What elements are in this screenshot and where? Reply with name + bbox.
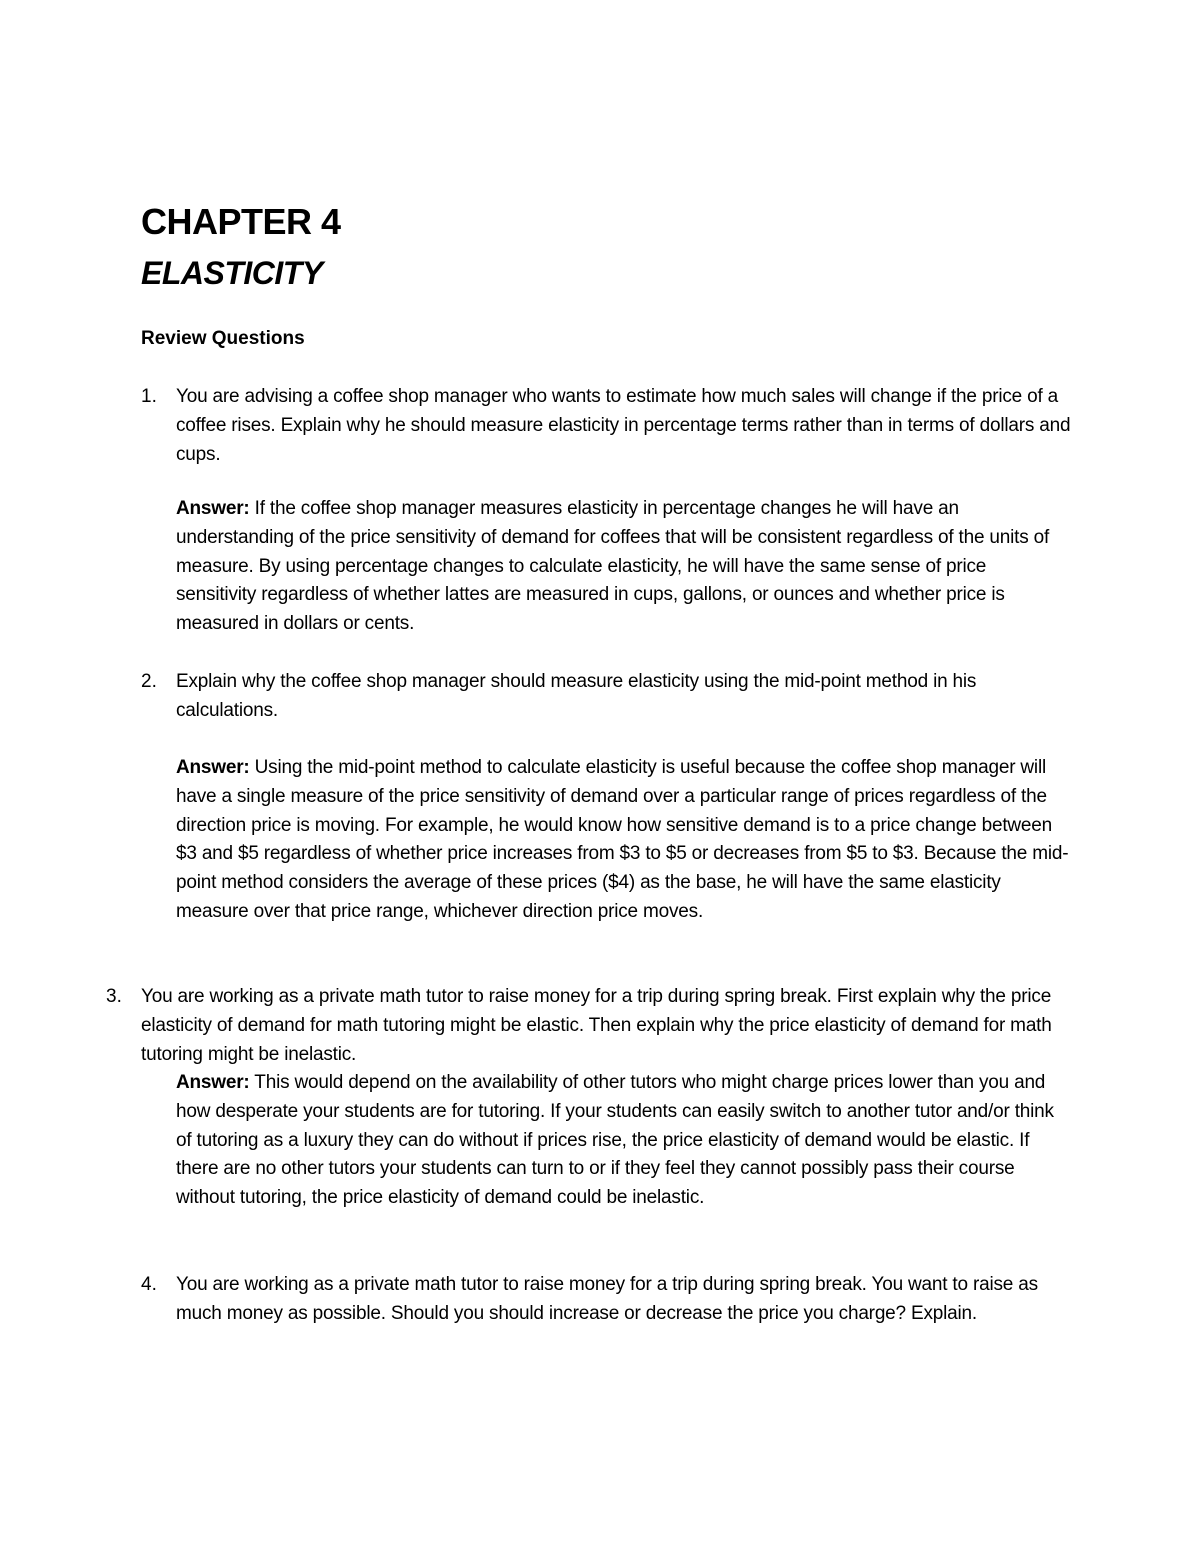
- question-2-number: 2.: [141, 671, 157, 692]
- answer-3-text: This would depend on the availability of other tutors who might charge prices lower than you and how desperate your students are for tutoring. If your students can easily switch to another tutor and/or think of tutoring as a luxury they can do without if prices rise, the price elasticity of demand would be elastic. If there are no other tutors your students can turn to or if they feel they cannot possibly pass their course without tutoring, the price elasticity of demand could be inelastic.: [176, 1072, 1054, 1209]
- answer-1-label: Answer:: [176, 498, 250, 519]
- chapter-title: CHAPTER 4: [141, 201, 341, 242]
- answer-3: [176, 1069, 1071, 1213]
- question-4-text: You are working as a private math tutor to raise money for a trip during spring break. You want to raise as much money as possible. Should you should increase or decrease the price you charge? Explain.: [176, 1274, 1038, 1324]
- question-3-text: You are working as a private math tutor to raise money for a trip during spring break. First explain why the price elasticity of demand for math tutoring might be elastic. Then explain why the price elasticity of demand for math tutoring might be inelastic.: [141, 986, 1052, 1065]
- question-1-number: 1.: [141, 386, 157, 407]
- answer-1-text: If the coffee shop manager measures elasticity in percentage changes he will have an understanding of the price sensitivity of demand for coffees that will be consistent regardless of the units of measure. By using percentage changes to calculate elasticity, he will have the same sense of price sensitivity regardless of whether lattes are measured in cups, gallons, or ounces and whether price is measured in dollars or cents.: [176, 498, 1050, 635]
- answer-2: [176, 754, 1071, 927]
- question-4-number: 4.: [141, 1274, 157, 1295]
- answer-3-label: Answer:: [176, 1072, 250, 1093]
- question-1-text: You are advising a coffee shop manager who wants to estimate how much sales will change if the price of a coffee rises. Explain why he should measure elasticity in percentage terms rather than in terms of dollars and cups.: [176, 386, 1071, 465]
- question-2-text: Explain why the coffee shop manager should measure elasticity using the mid-point method in his calculations.: [176, 671, 977, 721]
- answer-2-label: Answer:: [176, 757, 250, 778]
- question-3-number: 3.: [106, 986, 122, 1007]
- answer-1: [176, 495, 1071, 639]
- section-heading: Review Questions: [141, 328, 305, 349]
- answer-2-text: Using the mid-point method to calculate elasticity is useful because the coffee shop manager will have a single measure of the price sensitivity of demand over a particular range of prices regardless of the direction price is moving. For example, he would know how sensitive demand is to a price change between $3 and $5 regardless of whether price increases from $3 to $5 or decreases from $5 to $3. Because the mid-point method considers the average of these prices ($4) as the base, he will have the same elasticity measure over that price range, whichever direction price moves.: [176, 757, 1069, 922]
- chapter-subtitle: ELASTICITY: [141, 255, 323, 291]
